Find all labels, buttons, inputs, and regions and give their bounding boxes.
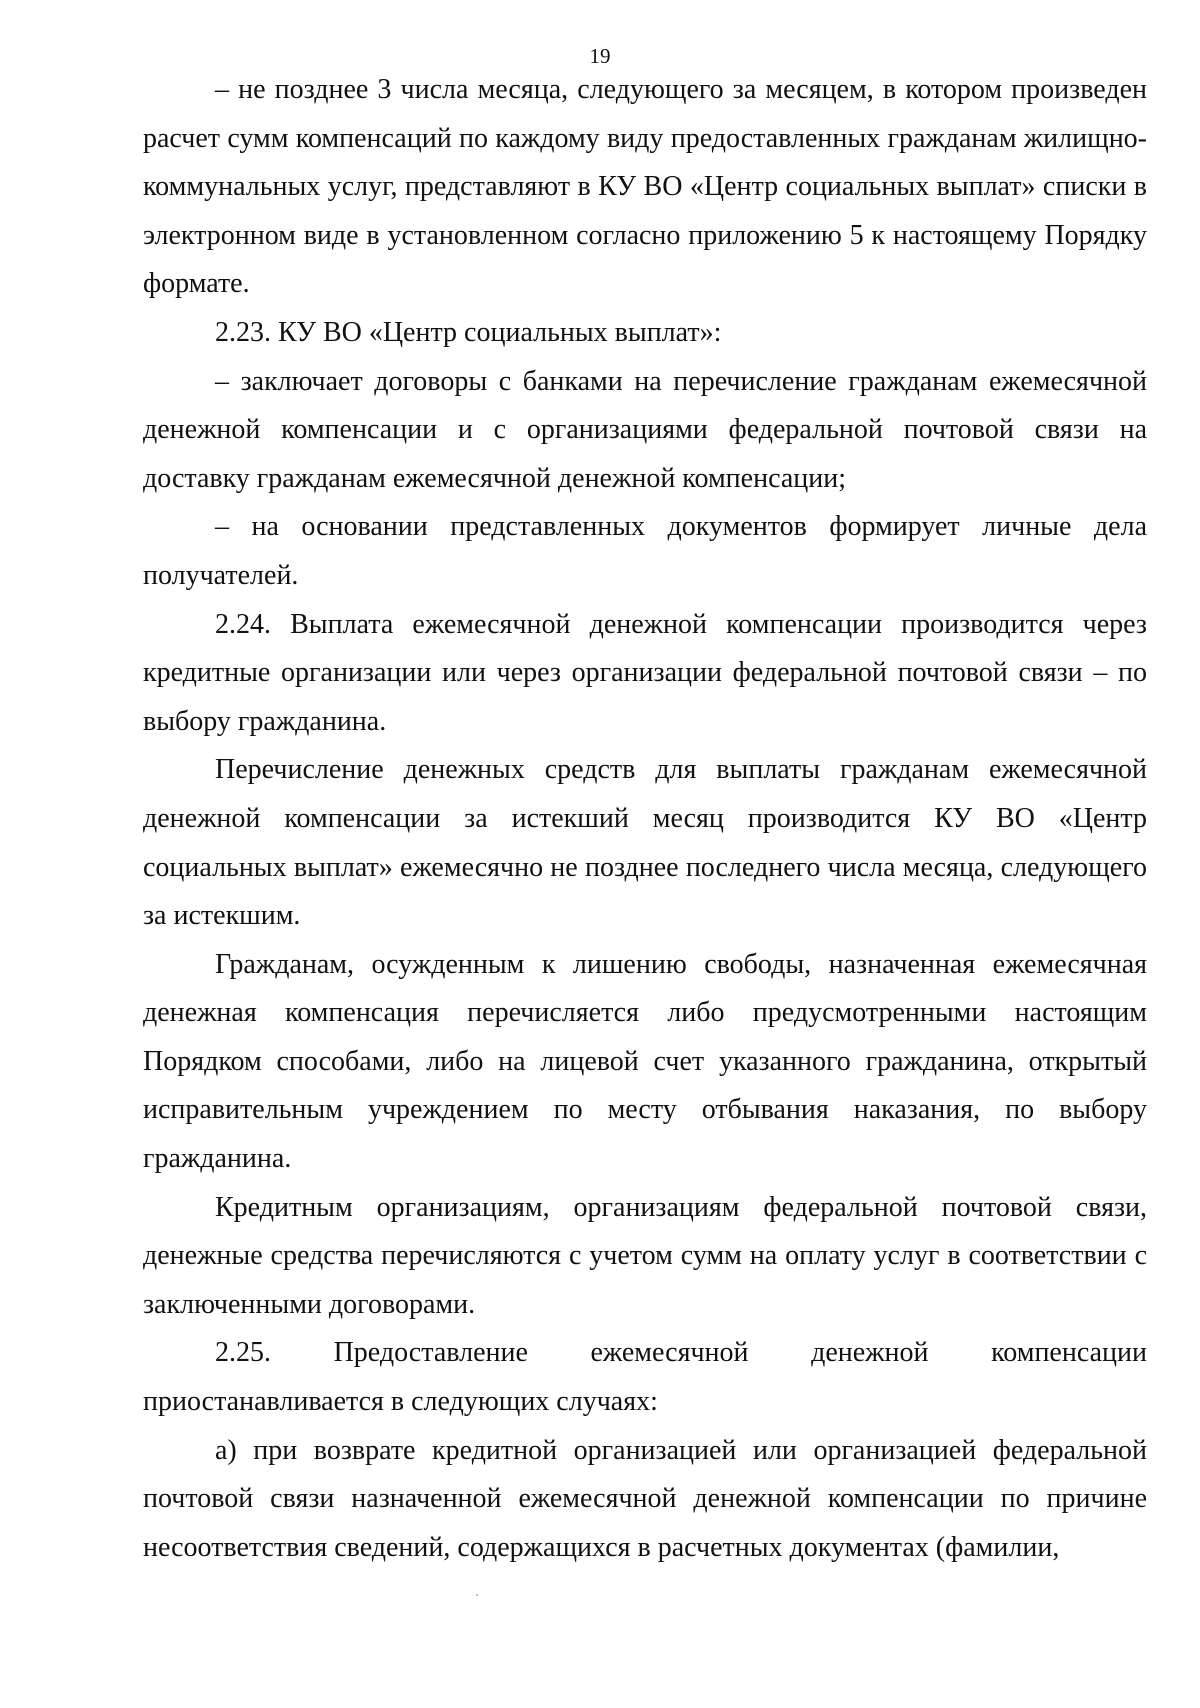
scan-speck [476,1594,478,1596]
paragraph-convicted-citizens: Гражданам, осужденным к лишению свободы, назначенная ежемесячная денежная компенсация перечисляется либо предусмотренными настоящим Порядком способами, либо на лицевой счет указанного гражданина, открытый исправительным учреждением по месту отбывания наказания, по выбору гражданина. [143,948,1147,1175]
paragraph-contracts: – заключает договоры с банками на перечисление гражданам ежемесячной денежной компенсации и с организациями федеральной почтовой связи на доставку гражданам ежемесячной денежной компенсации; [143,365,1147,494]
paragraph-personal-files: – на основании представленных документов формирует личные дела получателей. [143,511,1147,591]
document-body [143,66,1147,1572]
paragraph-transfer-funds: Перечисление денежных средств для выплаты гражданам ежемесячной денежной компенсации за истекший месяц производится КУ ВО «Центр социальных выплат» ежемесячно не позднее последнего числа месяца, следующего за истекшим. [143,754,1147,932]
page-number: 19 [589,44,611,68]
clause-2-25: 2.25. Предоставление ежемесячной денежной компенсации приостанавливается в следующих случаях: [143,1337,1147,1418]
paragraph-suspension-case-a: а) при возврате кредитной организацией или организацией федеральной почтовой связи назначенной ежемесячной денежной компенсации по причине несоответствия сведений, содержащихся в расчетных документах (фамилии, [143,1434,1147,1563]
clause-2-24: 2.24. Выплата ежемесячной денежной компенсации производится через кредитные организации или через организации федеральной почтовой связи – по выбору гражданина. [143,608,1147,737]
paragraph-credit-organizations: Кредитным организациям, организациям федеральной почтовой связи, денежные средства перечисляются с учетом сумм на оплату услуг в соответствии с заключенными договорами. [143,1191,1147,1320]
clause-2-23-heading: 2.23. КУ ВО «Центр социальных выплат»: [215,316,722,348]
paragraph-deadline-lists: – не позднее 3 числа месяца, следующего за месяцем, в котором произведен расчет сумм компенсаций по каждому виду предоставленных гражданам жилищно-коммунальных услуг, представляют в КУ ВО «Центр социальных выплат» списки в электронном виде в установленном согласно приложению 5 к настоящему Порядку формате. [143,74,1147,300]
